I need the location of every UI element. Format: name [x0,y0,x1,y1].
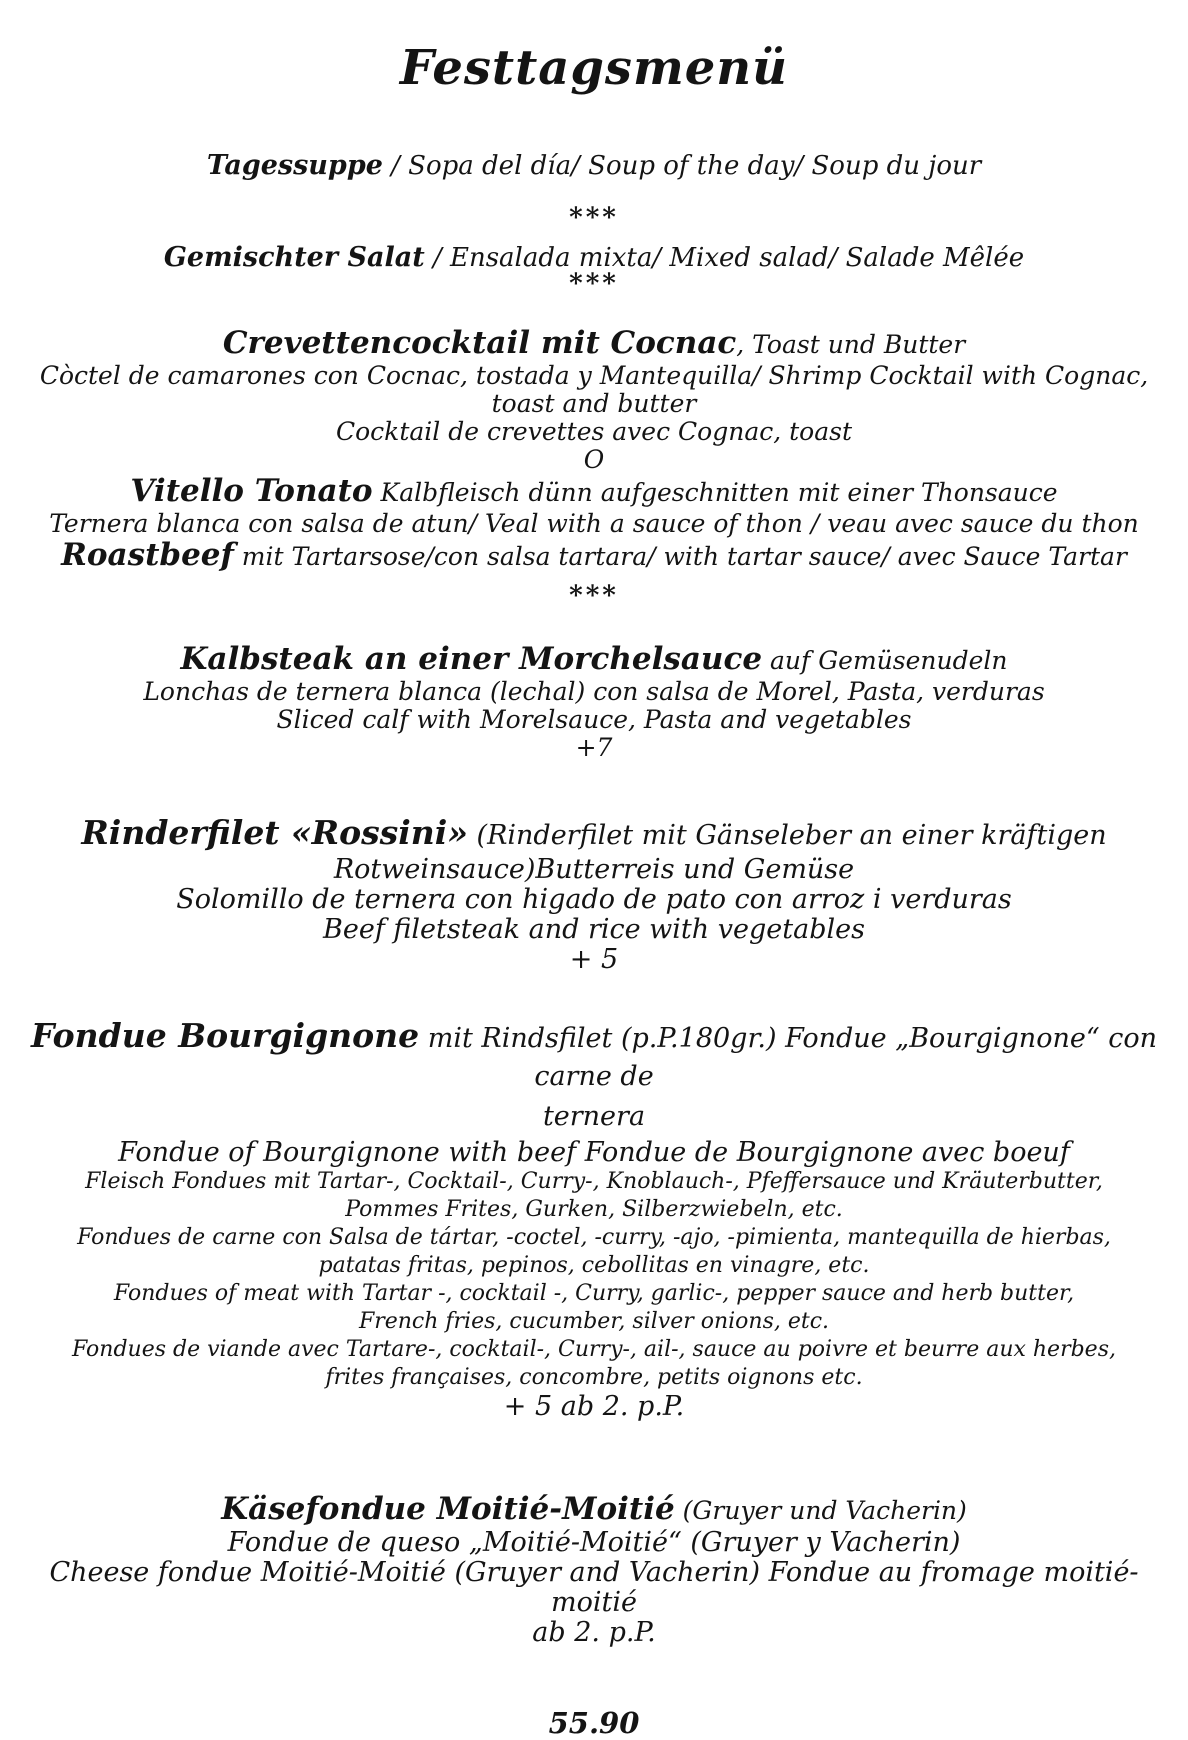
course-translation [30,1618,1158,1648]
course-translation [30,510,1158,538]
line-text: + 5 [569,944,619,975]
course-translation [30,362,1158,418]
line-text: (Rinderfilet mit Gänseleber an einer kräftigen [467,820,1107,851]
line-text: O [583,445,605,474]
line-text: *** [569,269,619,299]
course-detail [30,1168,1158,1196]
line-text: Kalbfleisch dünn aufgeschnitten mit einer Thonsauce [372,478,1058,507]
course-translation [30,1528,1158,1558]
course-line-kaesefondue [30,1492,1158,1528]
line-text: / Ensalada mixta/ Mixed salad/ Salade Mêlée [424,243,1025,273]
course-line-fondue-bourgignone [30,1017,1158,1096]
line-text: Solomillo de ternera con higado de pato con arroz i verduras [176,884,1012,915]
course-translation [30,418,1158,446]
course-translation [30,915,1158,945]
line-text: Sliced calf with Morelsauce, Pasta and vegetables [276,705,912,734]
dish-name: Roastbeef [61,537,234,573]
course-translation [30,1138,1158,1168]
line-text: + 5 ab 2. p.P. [503,1391,685,1422]
line-text: mit Rindsfilet (p.P.180gr.) Fondue „Bourgignone“ con carne de [419,1023,1157,1092]
line-text: ternera [542,1101,646,1132]
menu-page [0,40,1188,1740]
surcharge [30,945,1158,975]
line-text: mit Tartarsose/con salsa tartara/ with tartar sauce/ avec Sauce Tartar [233,542,1127,571]
dish-line-tagessuppe [30,150,1158,182]
line-text: *** [569,203,619,233]
dish-name: Rinderfilet «Rossini» [81,813,468,852]
course-line-rinderfilet-rossini [30,814,1158,855]
dish-name: Gemischter Salat [163,242,425,273]
line-text: Lonchas de ternera blanca (lechal) con salsa de Morel, Pasta, verduras [143,677,1045,706]
line-text: Còctel de camarones con Cocnac, tostada y Mantequilla/ Shrimp Cocktail with Cognac, toast and butter [39,361,1149,418]
line-text: auf Gemüsenudeln [762,646,1008,675]
course-detail [30,1196,1158,1224]
separator-or [30,446,1158,474]
line-text: Rotweinsauce)Butterreis und Gemüse [333,854,855,885]
surcharge [30,734,1158,762]
line-text: Ternera blanca con salsa de atun/ Veal with a sauce of thon / veau avec sauce du thon [49,509,1139,538]
line-text: 55.90 [548,1706,640,1740]
line-text: French fries, cucumber, silver onions, etc. [358,1309,830,1334]
separator-stars [30,270,1158,298]
course-translation [30,1102,1158,1132]
line-text: Cheese fondue Moitié-Moitié (Gruyer and Vacherin) Fondue au fromage moitié-moitié [49,1557,1139,1618]
dish-name: Crevettencocktail mit Cocnac [222,325,737,361]
course-translation [30,855,1158,885]
line-text: / Sopa del día/ Soup of the day/ Soup du jour [382,151,982,181]
line-text: Fondue de queso „Moitié-Moitié“ (Gruyer y Vacherin) [227,1527,961,1558]
dish-name: Käsefondue Moitié-Moitié [221,1491,675,1527]
course-detail [30,1336,1158,1364]
course-translation [30,1558,1158,1618]
course-detail [30,1280,1158,1308]
menu-lines [30,150,1158,1740]
line-text: Fondues de viande avec Tartare-, cocktail-, Curry-, ail-, sauce au poivre et beurre aux herbes, [72,1337,1116,1362]
line-text: ab 2. p.P. [532,1617,656,1648]
dish-name: Tagessuppe [206,150,383,181]
surcharge [30,1392,1158,1422]
line-text: Beef filetsteak and rice with vegetables [323,914,865,945]
dish-name: Vitello Tonato [130,473,373,509]
line-text: Pommes Frites, Gurken, Silberzwiebeln, etc. [345,1197,843,1222]
line-text: frites françaises, concombre, petits oignons etc. [325,1365,863,1390]
line-text: *** [569,581,619,611]
separator-stars [30,582,1158,610]
separator-stars [30,204,1158,232]
dish-name: Fondue Bourgignone [31,1016,420,1055]
course-translation [30,885,1158,915]
line-text: Fondue of Bourgignone with beef Fondue de Bourgignone avec boeuf [118,1137,1070,1168]
course-line-vitello-tonato [30,474,1158,510]
line-text: , Toast und Butter [736,330,966,359]
line-text: Fondues de carne con Salsa de tártar, -coctel, -curry, -ajo, -pimienta, mantequilla de hierbas, [77,1225,1111,1250]
menu-price [30,1706,1158,1740]
page-title: Festtagsmenü [399,40,789,96]
dish-name: Kalbsteak an einer Morchelsauce [180,641,763,677]
course-detail [30,1224,1158,1252]
course-translation [30,678,1158,706]
course-detail [30,1308,1158,1336]
course-detail [30,1252,1158,1280]
line-text: Fleisch Fondues mit Tartar-, Cocktail-, Curry-, Knoblauch-, Pfeffersauce und Kräuterbutter, [85,1169,1103,1194]
line-text: +7 [575,733,613,762]
course-detail [30,1364,1158,1392]
course-translation [30,706,1158,734]
line-text: (Gruyer und Vacherin) [674,1496,967,1525]
line-text: Fondues of meat with Tartar -, cocktail -, Curry, garlic-, pepper sauce and herb butter, [113,1281,1075,1306]
line-text: Cocktail de crevettes avec Cognac, toast [335,417,853,446]
course-line-kalbsteak [30,642,1158,678]
course-line-crevettencocktail [30,326,1158,362]
line-text: patatas fritas, pepinos, cebollitas en vinagre, etc. [318,1253,870,1278]
course-line-roastbeef [30,538,1158,574]
